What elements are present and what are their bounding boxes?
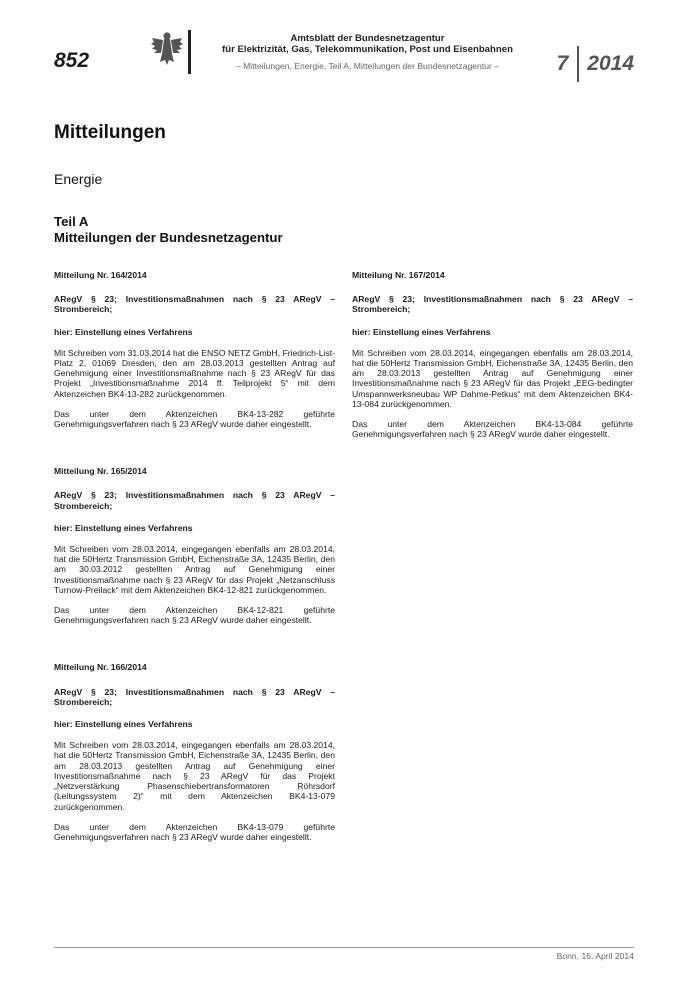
- footer-divider: [54, 947, 634, 948]
- notice-number: Mitteilung Nr. 165/2014: [54, 466, 147, 477]
- notice-subject: ARegV § 23; Investitionsmaßnahmen nach § 23 ARegV – Strombereich;: [54, 686, 335, 707]
- issue-number: 7: [556, 52, 569, 75]
- emblem-divider: [188, 30, 191, 74]
- notice-conclusion: Das unter dem Aktenzeichen BK4-12-821 geführte Genehmigungsverfahren nach § 23 ARegV wurde daher eingestellt.: [54, 605, 335, 626]
- footer-date: Bonn, 16. April 2014: [556, 951, 634, 961]
- notice-body: Mit Schreiben vom 28.03.2014, eingegangen ebenfalls am 28.03.2014, hat die 50Hertz Transmission GmbH, Eichenstraße 3A, 12435 Berlin, den am 28.03.2013 gestellten Antrag auf Genehmigung einer Investitionsmaßnahme nach § 23 ARegV für das Projekt „EEG-bedingter Umspannwerksneubau WP Dahme-Petkus“ mit dem Aktenzeichen BK4-13-084 zurückgenommen.: [352, 347, 633, 409]
- notice-165: [54, 466, 335, 625]
- notice-conclusion: Das unter dem Aktenzeichen BK4-13-282 geführte Genehmigungsverfahren nach § 23 ARegV wurde daher eingestellt.: [54, 408, 335, 430]
- part-heading: [54, 214, 283, 246]
- notice-number: Mitteilung Nr. 166/2014: [54, 662, 147, 673]
- part-line1: Teil A: [54, 214, 89, 229]
- right-column: [352, 270, 633, 449]
- issue-year: 2014: [587, 52, 634, 75]
- subsection-heading: Energie: [54, 171, 103, 187]
- notice-167: [352, 270, 633, 439]
- notice-body: Mit Schreiben vom 28.03.2014, eingegangen ebenfalls am 28.03.2014, hat die 50Hertz Transmission GmbH, Eichenstraße 3A, 12435 Berlin, den am 30.03.2012 gestellten Antrag auf Genehmigung einer Investitionsmaßnahme nach § 23 ARegV für das Projekt „Netzanschluss Turnow-Preilack“ mit dem Aktenzeichen BK4-12-821 zurückgenommen.: [54, 544, 335, 595]
- issue-label: [557, 46, 634, 82]
- journal-header: [220, 33, 515, 71]
- notice-166: [54, 662, 335, 842]
- notice-number: Mitteilung Nr. 167/2014: [352, 270, 445, 280]
- notice-subject: ARegV § 23; Investitionsmaßnahmen nach § 23 ARegV – Strombereich;: [54, 294, 335, 315]
- journal-title-line1: Amtsblatt der Bundesnetzagentur: [290, 33, 445, 44]
- left-column: [54, 270, 335, 852]
- notice-subject: ARegV § 23; Investitionsmaßnahmen nach § 23 ARegV – Strombereich;: [352, 294, 633, 315]
- notice-regarding: hier: Einstellung eines Verfahrens: [54, 326, 193, 337]
- notice-regarding: hier: Einstellung eines Verfahrens: [54, 719, 193, 730]
- notice-regarding: hier: Einstellung eines Verfahrens: [352, 326, 491, 337]
- journal-title-line2: für Elektrizität, Gas, Telekommunikation, Post und Eisenbahnen: [222, 44, 513, 55]
- page-number: 852: [54, 49, 90, 72]
- notice-subject: ARegV § 23; Investitionsmaßnahmen nach § 23 ARegV – Strombereich;: [54, 490, 335, 511]
- notice-conclusion: Das unter dem Aktenzeichen BK4-13-079 geführte Genehmigungsverfahren nach § 23 ARegV wurde daher eingestellt.: [54, 821, 335, 842]
- journal-subtitle: – Mitteilungen, Energie, Teil A, Mitteilungen der Bundesnetzagentur –: [235, 61, 500, 71]
- notice-body: Mit Schreiben vom 28.03.2014, eingegangen ebenfalls am 28.03.2014, hat die 50Hertz Transmission GmbH, Eichenstraße 3A, 12435 Berlin, den am 28.03.2013 gestellten Antrag auf Genehmigung einer Investitionsmaßnahme nach § 23 ARegV für das Projekt „Netzverstärkung Phasenschiebertransformatoren Röhrsdorf (Leitungssystem 2)“ mit dem Aktenzeichen BK4-13-079 zurückgenommen.: [54, 740, 335, 812]
- notice-body: Mit Schreiben vom 31.03.2014 hat die ENSO NETZ GmbH, Friedrich-List-Platz 2, 01069 Dresden, den am 28.03.2013 gestellten Antrag auf Genehmigung einer Investitionsmaßnahme nach § 23 ARegV für das Projekt „Investitionsmaßnahme 2014 ff. Teilprojekt 5“ mit dem Aktenzeichen BK4-13-282 zurückgenommen.: [54, 347, 335, 399]
- part-line2: Mitteilungen der Bundesnetzagentur: [54, 230, 283, 245]
- federal-eagle-icon: [150, 30, 184, 70]
- notice-regarding: hier: Einstellung eines Verfahrens: [54, 522, 193, 533]
- section-heading: Mitteilungen: [54, 122, 166, 143]
- notice-conclusion: Das unter dem Aktenzeichen BK4-13-084 geführte Genehmigungsverfahren nach § 23 ARegV wurde daher eingestellt.: [352, 419, 633, 440]
- notice-164: [54, 270, 335, 429]
- issue-divider: [577, 46, 579, 82]
- notice-number: Mitteilung Nr. 164/2014: [54, 270, 147, 280]
